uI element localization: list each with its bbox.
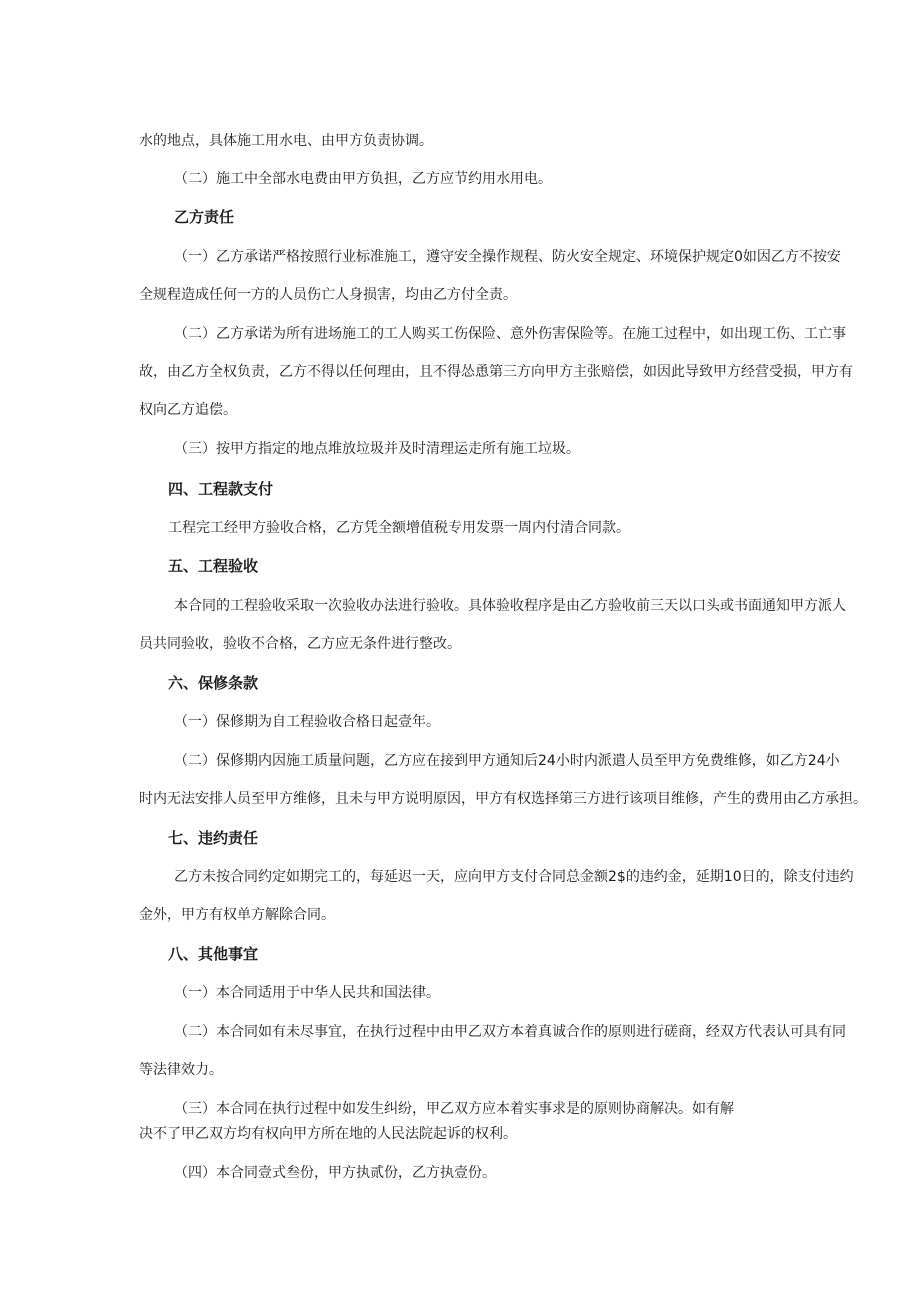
section-heading-8: 八、其他事宜 xyxy=(168,945,259,963)
paragraph-line: （二）施工中全部水电费由甲方负担，乙方应节约用水用电。 xyxy=(174,171,552,187)
paragraph-line: 乙方未按合同约定如期完工的，每延迟一天，应向甲方支付合同总金额2$的违约金，延期10日的，除支付违约 xyxy=(174,869,854,885)
paragraph-line: 工程完工经甲方验收合格，乙方凭全额增值税专用发票一周内付清合同款。 xyxy=(168,520,630,536)
paragraph-line: 等法律效力。 xyxy=(139,1062,223,1078)
paragraph-line: 决不了甲乙双方均有权向甲方所在地的人民法院起诉的权利。 xyxy=(139,1126,517,1142)
paragraph-line: 水的地点，具体施工用水电、由甲方负责协调。 xyxy=(139,133,433,149)
paragraph-line: 权向乙方追偿。 xyxy=(139,402,237,418)
section-heading-5: 五、工程验收 xyxy=(168,557,259,575)
paragraph-line: 本合同的工程验收采取一次验收办法进行验收。具体验收程序是由乙方验收前三天以口头或书面通知甲方派人 xyxy=(174,598,846,614)
paragraph-line: （一）乙方承诺严格按照行业标准施工，遵守安全操作规程、防火安全规定、环境保护规定0如因乙方不按安 xyxy=(174,249,841,265)
paragraph-line: 全规程造成任何一方的人员伤亡人身损害，均由乙方付全责。 xyxy=(139,287,517,303)
section-heading-7: 七、违约责任 xyxy=(168,829,259,847)
section-heading-4: 四、工程款支付 xyxy=(168,480,274,498)
section-heading-6: 六、保修条款 xyxy=(168,674,259,692)
paragraph-line: （一）保修期为自工程验收合格日起壹年。 xyxy=(174,714,440,730)
paragraph-line: 金外，甲方有权单方解除合同。 xyxy=(139,907,335,923)
paragraph-line: 员共同验收，验收不合格，乙方应无条件进行整改。 xyxy=(139,636,461,652)
paragraph-line: （三）本合同在执行过程中如发生纠纷，甲乙双方应本着实事求是的原则协商解决。如有解 xyxy=(174,1101,734,1117)
paragraph-line: （二）本合同如有未尽事宜，在执行过程中由甲乙双方本着真诚合作的原则进行磋商，经双方代表认可具有同 xyxy=(174,1024,846,1040)
paragraph-line: （一）本合同适用于中华人民共和国法律。 xyxy=(174,985,440,1001)
paragraph-line: （二）保修期内因施工质量问题，乙方应在接到甲方通知后24小时内派遣人员至甲方免费维修，如乙方24小 xyxy=(174,753,840,769)
paragraph-line: （二）乙方承诺为所有进场施工的工人购买工伤保险、意外伤害保险等。在施工过程中，如出现工伤、工亡事 xyxy=(174,326,846,342)
section-heading-yifang: 乙方责任 xyxy=(174,208,235,226)
paragraph-line: 时内无法安排人员至甲方维修，且未与甲方说明原因，甲方有权选择第三方进行该项目维修，产生的费用由乙方承担。 xyxy=(139,791,867,807)
paragraph-line: （三）按甲方指定的地点堆放垃圾并及时清理运走所有施工垃圾。 xyxy=(174,441,580,457)
paragraph-line: （四）本合同壹式叁份，甲方执贰份，乙方执壹份。 xyxy=(174,1165,496,1181)
paragraph-line: 故，由乙方全权负责，乙方不得以任何理由，且不得怂恿第三方向甲方主张赔偿，如因此导致甲方经营受损，甲方有 xyxy=(139,364,853,380)
